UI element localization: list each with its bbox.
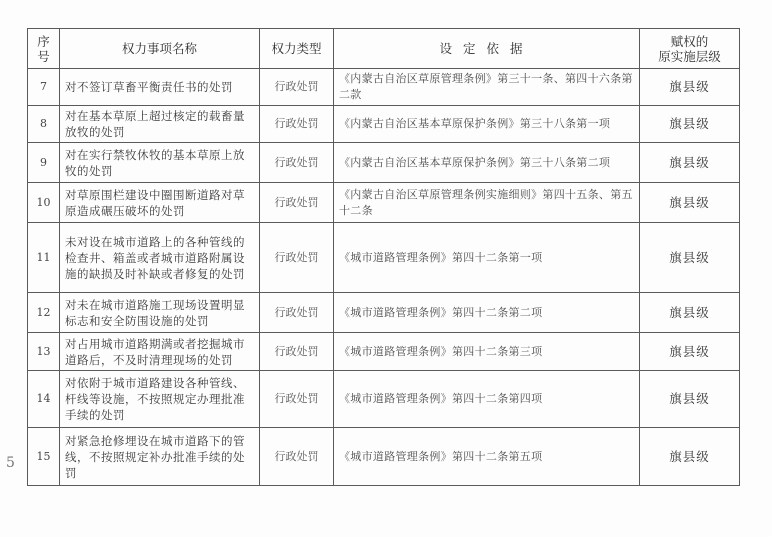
table-row — [28, 428, 740, 486]
row-basis: 《内蒙古自治区基本草原保护条例》第三十八条第二项 — [334, 143, 640, 183]
row-level: 旗县级 — [640, 293, 740, 333]
row-type: 行政处罚 — [260, 293, 334, 333]
row-basis: 《内蒙古自治区草原管理条例》第三十一条、第四十六条第二款 — [334, 69, 640, 106]
row-no: 10 — [28, 183, 60, 223]
row-name: 对草原围栏建设中圈围断道路对草原造成碾压破坏的处罚 — [60, 183, 260, 223]
table-header-row — [28, 29, 740, 69]
row-name: 对依附于城市道路建设各种管线、杆线等设施，不按照规定办理批准手续的处罚 — [60, 371, 260, 428]
row-no: 8 — [28, 106, 60, 143]
page-margin-mark: 5 — [6, 455, 15, 471]
row-type: 行政处罚 — [260, 223, 334, 293]
row-name: 对占用城市道路期满或者挖掘城市道路后，不及时清理现场的处罚 — [60, 333, 260, 371]
table-row — [28, 293, 740, 333]
row-type: 行政处罚 — [260, 143, 334, 183]
row-level: 旗县级 — [640, 428, 740, 486]
row-basis: 《城市道路管理条例》第四十二条第四项 — [334, 371, 640, 428]
row-basis: 《内蒙古自治区基本草原保护条例》第三十八条第一项 — [334, 106, 640, 143]
row-level: 旗县级 — [640, 371, 740, 428]
row-level: 旗县级 — [640, 106, 740, 143]
row-no: 7 — [28, 69, 60, 106]
table-row — [28, 143, 740, 183]
header-no: 序号 — [28, 29, 60, 69]
row-basis: 《城市道路管理条例》第四十二条第三项 — [334, 333, 640, 371]
power-items-table — [27, 28, 740, 486]
row-no: 9 — [28, 143, 60, 183]
row-type: 行政处罚 — [260, 183, 334, 223]
row-name: 对在基本草原上超过核定的载畜量放牧的处罚 — [60, 106, 260, 143]
row-level: 旗县级 — [640, 69, 740, 106]
row-name: 对在实行禁牧休牧的基本草原上放牧的处罚 — [60, 143, 260, 183]
row-basis: 《城市道路管理条例》第四十二条第二项 — [334, 293, 640, 333]
row-name: 对不签订草畜平衡责任书的处罚 — [60, 69, 260, 106]
header-level — [640, 29, 740, 69]
row-level: 旗县级 — [640, 333, 740, 371]
row-basis: 《内蒙古自治区草原管理条例实施细则》第四十五条、第五十二条 — [334, 183, 640, 223]
row-no: 13 — [28, 333, 60, 371]
row-no: 14 — [28, 371, 60, 428]
table-row — [28, 223, 740, 293]
header-basis: 设定依据 — [334, 29, 640, 69]
table-row — [28, 333, 740, 371]
header-name: 权力事项名称 — [60, 29, 260, 69]
header-type: 权力类型 — [260, 29, 334, 69]
row-name: 对未在城市道路施工现场设置明显标志和安全防围设施的处罚 — [60, 293, 260, 333]
row-no: 11 — [28, 223, 60, 293]
row-name: 未对设在城市道路上的各种管线的检查井、箱盖或者城市道路附属设施的缺损及时补缺或者修复的处罚 — [60, 223, 260, 293]
row-type: 行政处罚 — [260, 371, 334, 428]
table-row — [28, 69, 740, 106]
table-row — [28, 371, 740, 428]
row-level: 旗县级 — [640, 183, 740, 223]
row-type: 行政处罚 — [260, 69, 334, 106]
row-type: 行政处罚 — [260, 106, 334, 143]
header-level-line1: 赋权的 — [670, 33, 709, 49]
row-level: 旗县级 — [640, 223, 740, 293]
row-no: 12 — [28, 293, 60, 333]
row-level: 旗县级 — [640, 143, 740, 183]
row-type: 行政处罚 — [260, 428, 334, 486]
header-level-line2: 原实施层级 — [658, 48, 721, 64]
row-basis: 《城市道路管理条例》第四十二条第五项 — [334, 428, 640, 486]
row-type: 行政处罚 — [260, 333, 334, 371]
row-basis: 《城市道路管理条例》第四十二条第一项 — [334, 223, 640, 293]
row-no: 15 — [28, 428, 60, 486]
table-row — [28, 106, 740, 143]
row-name: 对紧急抢修埋设在城市道路下的管线，不按照规定补办批准手续的处罚 — [60, 428, 260, 486]
table-row — [28, 183, 740, 223]
